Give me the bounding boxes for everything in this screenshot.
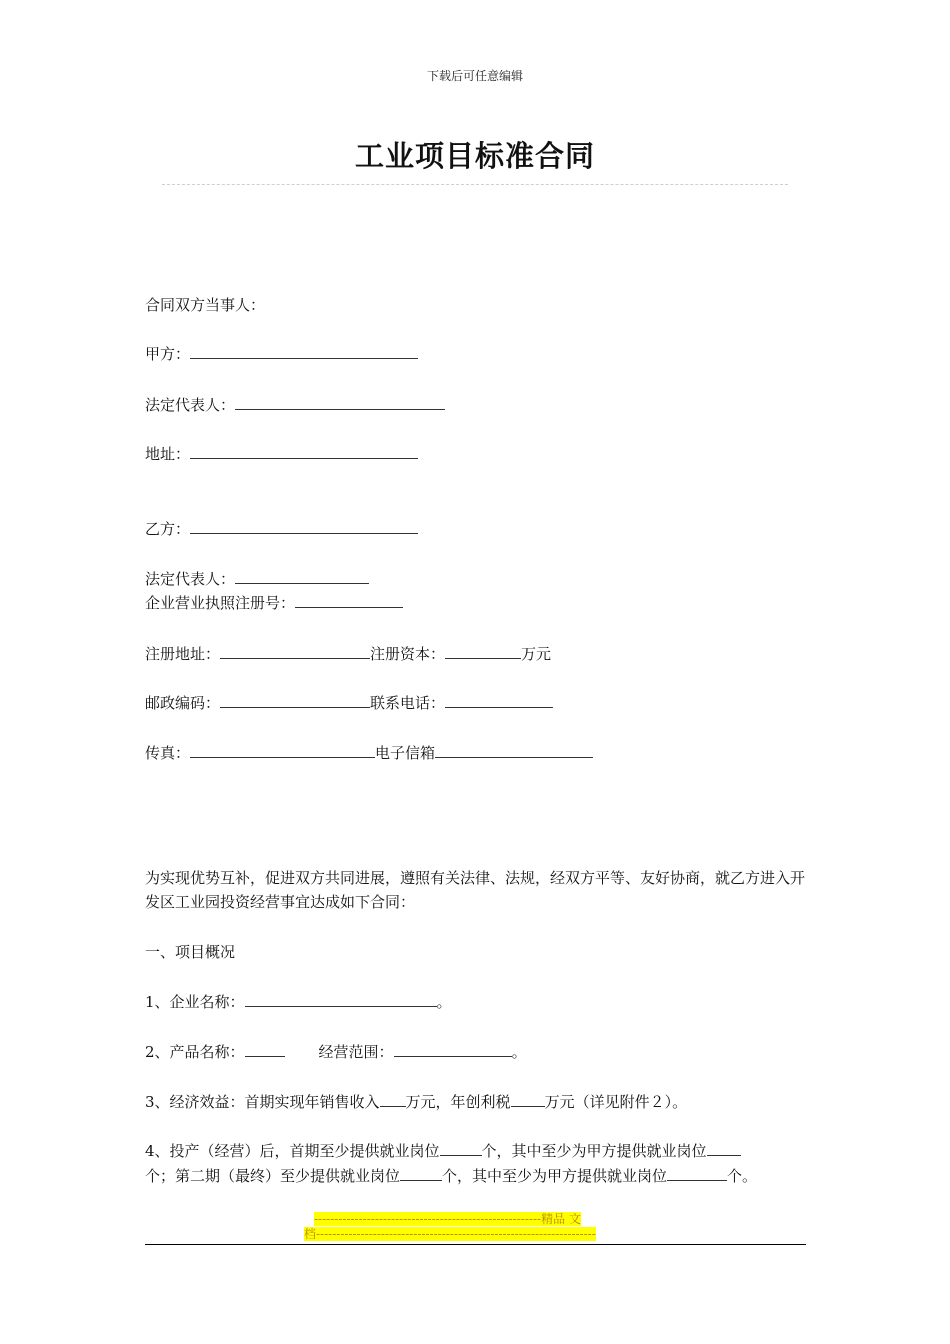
email-blank bbox=[435, 743, 593, 758]
item1-end: 。 bbox=[436, 993, 452, 1011]
party-a-rep-blank bbox=[235, 395, 445, 410]
party-b-rep-blank bbox=[235, 569, 369, 584]
item2-label: 2、产品名称： bbox=[145, 1043, 245, 1061]
item4-text-a: 4、投产（经营）后，首期至少提供就业岗位 bbox=[145, 1142, 440, 1160]
reg-address-label: 注册地址： bbox=[145, 645, 221, 663]
item4-text-b: 个，其中至少为甲方提供就业岗位 bbox=[481, 1142, 707, 1160]
footer-watermark-line1: --------------------------------------------------------精品 文 bbox=[314, 1212, 581, 1226]
party-a-blank bbox=[190, 344, 418, 359]
fax-email-line bbox=[145, 743, 593, 763]
footer-watermark-line2: 档--------------------------------------------------------------------- bbox=[304, 1227, 596, 1241]
item1-blank bbox=[245, 992, 437, 1007]
item3-tax-blank bbox=[511, 1092, 545, 1107]
party-b-license-blank bbox=[295, 593, 403, 608]
party-b-label: 乙方： bbox=[145, 520, 191, 538]
party-b-rep-line bbox=[145, 569, 369, 589]
reg-address-blank bbox=[220, 644, 370, 659]
item2-line bbox=[145, 1042, 527, 1062]
item3-text-c: 万元（详见附件２）。 bbox=[544, 1093, 688, 1111]
party-b-license-label: 企业营业执照注册号： bbox=[145, 594, 296, 612]
phone-blank bbox=[445, 693, 553, 708]
postcode-label: 邮政编码： bbox=[145, 694, 221, 712]
reg-capital-unit: 万元 bbox=[521, 645, 552, 663]
item1-line bbox=[145, 992, 452, 1012]
fax-blank bbox=[190, 743, 375, 758]
item4-jobs-blank-1 bbox=[440, 1141, 482, 1156]
party-a-address-line bbox=[145, 444, 418, 464]
registration-line bbox=[145, 644, 551, 664]
item1-label: 1、企业名称： bbox=[145, 993, 245, 1011]
item2-end: 。 bbox=[511, 1043, 527, 1061]
header-note: 下载后可任意编辑 bbox=[426, 69, 523, 83]
party-a-label: 甲方： bbox=[145, 345, 191, 363]
item4-line1 bbox=[145, 1141, 741, 1161]
preamble-paragraph: 为实现优势互补，促进双方共同进展，遵照有关法律、法规，经双方平等、友好协商，就乙方进入开发区工业园投资经营事宜达成如下合同： bbox=[145, 869, 806, 911]
item4-line2 bbox=[145, 1166, 757, 1186]
parties-heading: 合同双方当事人： bbox=[145, 296, 266, 314]
item3-sales-blank bbox=[380, 1092, 406, 1107]
item2-scope-blank bbox=[394, 1042, 512, 1057]
item3-text-b: 万元，年创利税 bbox=[405, 1093, 511, 1111]
fax-label: 传真： bbox=[145, 744, 191, 762]
item4-text-c: 个；第二期（最终）至少提供就业岗位 bbox=[145, 1167, 401, 1185]
item4-jobs-blank-3 bbox=[400, 1166, 442, 1181]
party-a-rep-line bbox=[145, 395, 445, 415]
party-b-license-line bbox=[145, 593, 403, 613]
reg-capital-blank bbox=[445, 644, 521, 659]
item3-line bbox=[145, 1092, 687, 1112]
contact-line bbox=[145, 693, 553, 713]
email-label: 电子信箱 bbox=[375, 744, 436, 762]
party-a-address-blank bbox=[190, 444, 418, 459]
phone-label: 联系电话： bbox=[370, 694, 446, 712]
page-title: 工业项目标准合同 bbox=[354, 139, 595, 173]
title-divider bbox=[162, 184, 788, 185]
item3-text-a: 3、经济效益：首期实现年销售收入 bbox=[145, 1093, 380, 1111]
item4-text-e: 个。 bbox=[727, 1167, 758, 1185]
footer-rule bbox=[145, 1244, 806, 1245]
party-b-rep-label: 法定代表人： bbox=[145, 570, 236, 588]
party-a-address-label: 地址： bbox=[145, 445, 191, 463]
party-b-line bbox=[145, 519, 418, 539]
item4-text-d: 个，其中至少为甲方提供就业岗位 bbox=[442, 1167, 668, 1185]
item4-jobs-blank-2 bbox=[707, 1141, 741, 1156]
postcode-blank bbox=[220, 693, 370, 708]
item2-scope-label: 经营范围： bbox=[318, 1043, 394, 1061]
reg-capital-label: 注册资本： bbox=[370, 645, 446, 663]
item2-product-blank bbox=[245, 1042, 285, 1057]
section1-heading: 一、项目概况 bbox=[145, 943, 236, 961]
party-a-rep-label: 法定代表人： bbox=[145, 396, 236, 414]
party-a-line bbox=[145, 344, 418, 364]
party-b-blank bbox=[190, 519, 418, 534]
item4-jobs-blank-4 bbox=[667, 1166, 727, 1181]
